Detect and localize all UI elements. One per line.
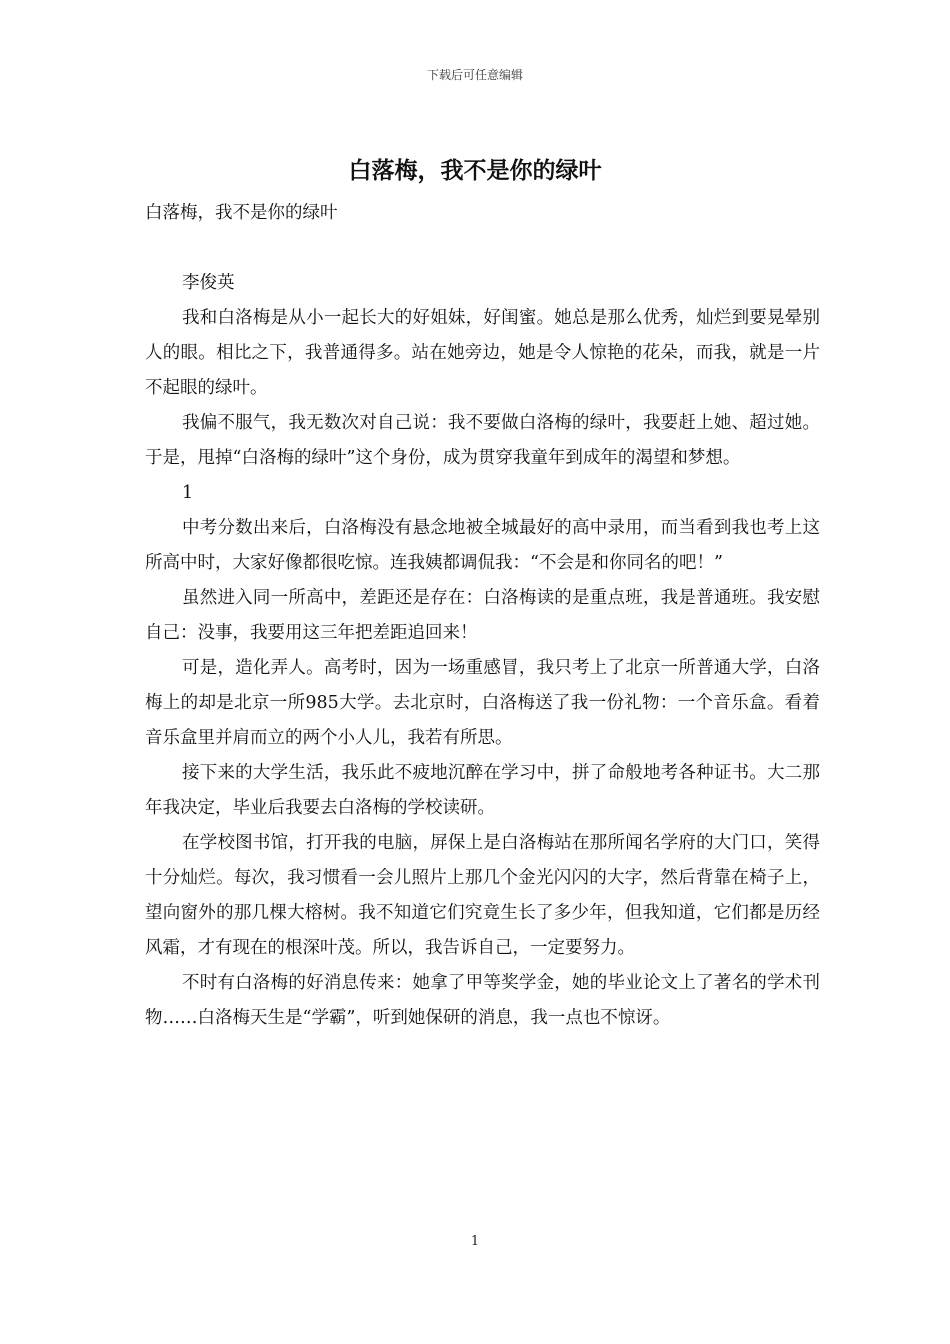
page-number: 1	[470, 1234, 480, 1249]
paragraph: 我偏不服气，我无数次对自己说：我不要做白洛梅的绿叶，我要赶上她、超过她。于是，甩掉“白洛梅的绿叶”这个身份，成为贯穿我童年到成年的渴望和梦想。	[145, 413, 820, 468]
page-header-note: 下载后可任意编辑	[426, 68, 523, 82]
paragraph: 中考分数出来后，白洛梅没有悬念地被全城最好的高中录用，而当看到我也考上这所高中时，大家好像都很吃惊。连我姨都调侃我：“不会是和你同名的吧！”	[145, 518, 820, 573]
subtitle-line: 白落梅，我不是你的绿叶	[145, 203, 338, 223]
paragraph: 在学校图书馆，打开我的电脑，屏保上是白洛梅站在那所闻名学府的大门口，笑得十分灿烂。每次，我习惯看一会儿照片上那几个金光闪闪的大字，然后背靠在椅子上，望向窗外的那几棵大榕树。我不知道它们究竟生长了多少年，但我知道，它们都是历经风霜，才有现在的根深叶茂。所以，我告诉自己，一定要努力。	[145, 833, 820, 958]
document-title: 白落梅，我不是你的绿叶	[348, 157, 602, 184]
section-number: 1	[182, 483, 194, 503]
paragraph: 不时有白洛梅的好消息传来：她拿了甲等奖学金，她的毕业论文上了著名的学术刊物……白洛梅天生是“学霸”，听到她保研的消息，我一点也不惊讶。	[145, 973, 820, 1028]
paragraph: 虽然进入同一所高中，差距还是存在：白洛梅读的是重点班，我是普通班。我安慰自己：没事，我要用这三年把差距追回来！	[145, 588, 820, 643]
paragraph: 我和白洛梅是从小一起长大的好姐妹，好闺蜜。她总是那么优秀，灿烂到要晃晕别人的眼。相比之下，我普通得多。站在她旁边，她是令人惊艳的花朵，而我，就是一片不起眼的绿叶。	[145, 308, 820, 398]
paragraph: 可是，造化弄人。高考时，因为一场重感冒，我只考上了北京一所普通大学，白洛梅上的却是北京一所985大学。去北京时，白洛梅送了我一份礼物：一个音乐盒。看着音乐盒里并肩而立的两个小人儿，我若有所思。	[145, 658, 820, 748]
document-body	[145, 196, 820, 1036]
author-line: 李俊英	[182, 273, 235, 293]
paragraph: 接下来的大学生活，我乐此不疲地沉醉在学习中，拼了命般地考各种证书。大二那年我决定，毕业后我要去白洛梅的学校读研。	[145, 763, 820, 818]
